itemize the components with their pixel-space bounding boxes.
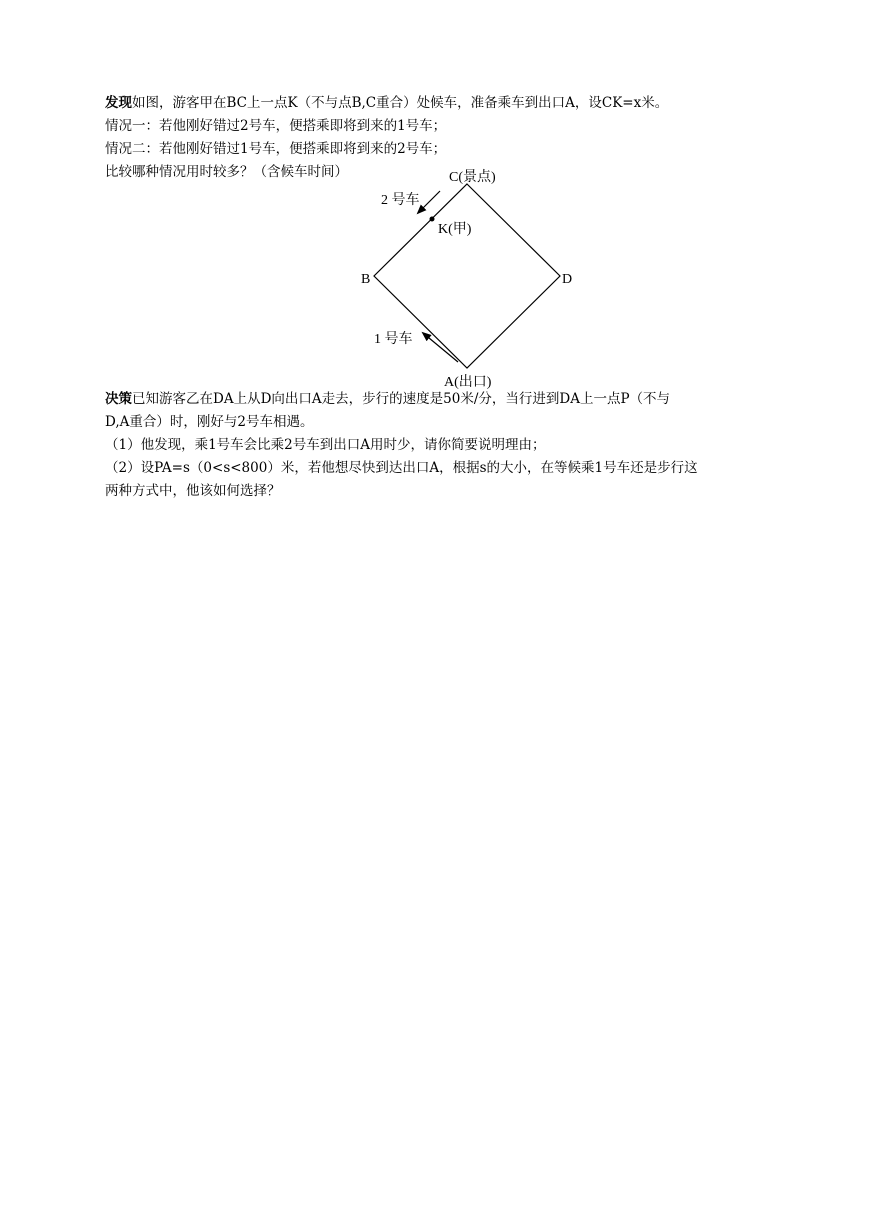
discovery-line-4: 比较哪种情况用时较多？（含候车时间） [105, 164, 348, 180]
label-car-2: 2 号车 [381, 193, 420, 208]
decision-line-1 [105, 390, 670, 408]
label-car-1: 1 号车 [374, 332, 413, 347]
arrow-car-1 [423, 333, 458, 362]
decision-heading: 决策 [105, 391, 132, 407]
point-k [430, 217, 435, 222]
label-a: A(出口) [444, 375, 492, 390]
arrow-car-2 [418, 191, 440, 213]
discovery-text-1: 如图，游客甲在BC上一点K（不与点B,C重合）处候车，准备乘车到出口A，设CK=x米。 [132, 95, 669, 111]
question-2-line-2: 两种方式中，他该如何选择？ [105, 483, 281, 499]
discovery-line-3: 情况二：若他刚好错过1号车，便搭乘即将到来的2号车； [105, 141, 447, 157]
label-c: C(景点) [449, 170, 496, 185]
geometry-figure [0, 0, 869, 400]
question-2-line-1: （2）设PA=s（0<s<800）米，若他想尽快到达出口A，根据s的大小，在等候乘1号车还是步行这 [105, 460, 698, 476]
label-d: D [562, 272, 573, 287]
label-k: K(甲) [438, 222, 472, 237]
label-b: B [361, 272, 371, 287]
question-1: （1）他发现，乘1号车会比乘2号车到出口A用时少，请你简要说明理由； [105, 437, 546, 453]
decision-text-1: 已知游客乙在DA上从D向出口A走去，步行的速度是50米/分，当行进到DA上一点P（不与 [132, 391, 671, 407]
decision-line-2: D,A重合）时，刚好与2号车相遇。 [105, 414, 314, 430]
discovery-line-2: 情况一：若他刚好错过2号车，便搭乘即将到来的1号车； [105, 118, 447, 134]
discovery-heading: 发现 [105, 95, 132, 111]
